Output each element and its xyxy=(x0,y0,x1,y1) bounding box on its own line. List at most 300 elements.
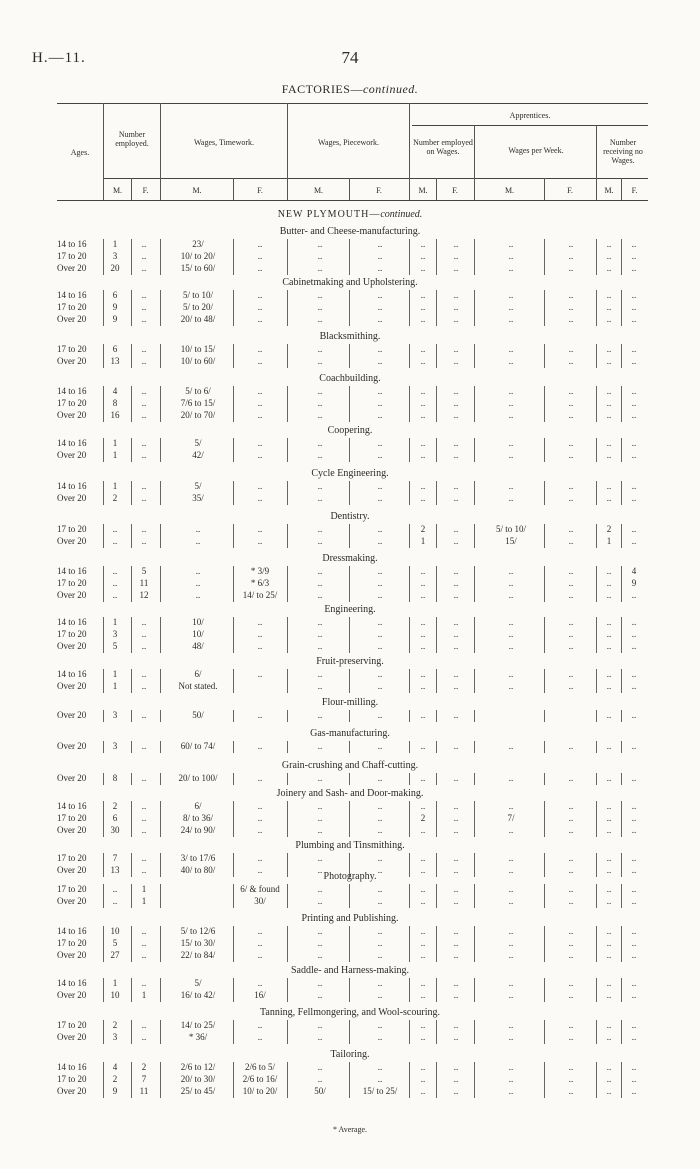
column-rule xyxy=(287,481,288,505)
column-rule xyxy=(103,524,104,548)
cell-timework-m: 6/ xyxy=(194,669,202,679)
cell-timework-m: 60/ to 74/ xyxy=(180,741,216,751)
section-title: Blacksmithing. xyxy=(319,331,381,342)
column-rule xyxy=(103,617,104,653)
cell-no-wages-f: .. xyxy=(631,263,637,273)
row-age: Over 20 xyxy=(57,1086,87,1096)
cell-employed-m: 1 xyxy=(112,681,118,691)
cell-employed-f: .. xyxy=(141,302,147,312)
cell-apprentice-wages-m: .. xyxy=(508,344,514,354)
cell-piecework-f: .. xyxy=(377,926,383,936)
cell-no-wages-f: .. xyxy=(631,251,637,261)
cell-employed-m: 1 xyxy=(112,239,118,249)
row-age: 17 to 20 xyxy=(57,938,87,948)
cell-apprentice-wages-m: .. xyxy=(508,302,514,312)
header-wages-timework: Wages, Timework. xyxy=(193,138,255,147)
cell-employed-m: .. xyxy=(112,590,118,600)
row-age: Over 20 xyxy=(57,1032,87,1042)
cell-no-wages-m: .. xyxy=(606,617,612,627)
cell-apprentices-f: .. xyxy=(453,536,459,546)
column-rule xyxy=(160,710,161,722)
cell-apprentices-f: .. xyxy=(453,1086,459,1096)
cell-no-wages-m: .. xyxy=(606,641,612,651)
section-title: Engineering. xyxy=(324,604,376,615)
cell-apprentice-wages-m: .. xyxy=(508,493,514,503)
cell-no-wages-m: .. xyxy=(606,1062,612,1072)
column-rule xyxy=(544,290,545,326)
row-age: 17 to 20 xyxy=(57,813,87,823)
row-age: 14 to 16 xyxy=(57,481,87,491)
cell-piecework-m: .. xyxy=(317,978,323,988)
cell-piecework-f: .. xyxy=(377,1032,383,1042)
column-rule xyxy=(544,773,545,785)
column-rule xyxy=(596,1020,597,1044)
row-age: Over 20 xyxy=(57,950,87,960)
page-title-continued: continued. xyxy=(362,82,419,96)
cell-employed-m: 27 xyxy=(110,950,120,960)
cell-timework-f: .. xyxy=(257,1020,263,1030)
header-m: M. xyxy=(112,186,123,195)
column-rule xyxy=(287,926,288,962)
cell-timework-m: 5/ to 10/ xyxy=(182,290,213,300)
column-rule xyxy=(621,566,622,602)
cell-no-wages-f: .. xyxy=(631,302,637,312)
column-rule xyxy=(544,1020,545,1044)
cell-no-wages-f: .. xyxy=(631,438,637,448)
cell-apprentice-wages-m: .. xyxy=(508,825,514,835)
cell-no-wages-f: .. xyxy=(631,926,637,936)
cell-timework-m: 10/ to 60/ xyxy=(180,356,216,366)
column-rule xyxy=(160,669,161,693)
cell-employed-f: .. xyxy=(141,950,147,960)
column-rule xyxy=(596,669,597,693)
cell-piecework-f: .. xyxy=(377,239,383,249)
cell-timework-f: .. xyxy=(257,398,263,408)
cell-no-wages-m: .. xyxy=(606,590,612,600)
cell-apprentices-m: .. xyxy=(420,290,426,300)
cell-employed-f: .. xyxy=(141,825,147,835)
cell-apprentice-wages-f: .. xyxy=(568,239,574,249)
cell-timework-f: .. xyxy=(257,617,263,627)
section-title: Grain-crushing and Chaff-cutting. xyxy=(281,760,419,771)
cell-piecework-f: .. xyxy=(377,681,383,691)
column-rule xyxy=(544,566,545,602)
column-rule xyxy=(474,773,475,785)
column-rule xyxy=(436,438,437,462)
cell-no-wages-m: .. xyxy=(606,865,612,875)
cell-apprentices-m: .. xyxy=(420,990,426,1000)
column-rule xyxy=(287,1020,288,1044)
cell-apprentices-f: .. xyxy=(453,741,459,751)
cell-apprentices-m: .. xyxy=(420,938,426,948)
cell-apprentice-wages-m: .. xyxy=(508,450,514,460)
cell-no-wages-f: .. xyxy=(631,865,637,875)
header-f: F. xyxy=(142,186,149,195)
row-age: 14 to 16 xyxy=(57,926,87,936)
cell-timework-m: 15/ to 60/ xyxy=(180,263,216,273)
column-rule xyxy=(131,710,132,722)
row-age: Over 20 xyxy=(57,410,87,420)
cell-piecework-f: .. xyxy=(377,302,383,312)
column-rule xyxy=(233,1020,234,1044)
column-rule xyxy=(474,926,475,962)
cell-piecework-m: .. xyxy=(317,302,323,312)
column-rule xyxy=(544,524,545,548)
column-rule xyxy=(103,1062,104,1098)
column-rule xyxy=(233,290,234,326)
cell-apprentice-wages-m: 5/ to 10/ xyxy=(495,524,526,534)
cell-timework-f: .. xyxy=(257,356,263,366)
cell-apprentice-wages-f: .. xyxy=(568,1074,574,1084)
section-title: Cycle Engineering. xyxy=(311,468,389,479)
cell-piecework-f: .. xyxy=(377,1062,383,1072)
cell-employed-f: 11 xyxy=(139,578,149,588)
column-rule xyxy=(621,481,622,505)
cell-piecework-f: .. xyxy=(377,884,383,894)
column-rule xyxy=(544,741,545,753)
cell-employed-f: .. xyxy=(141,481,147,491)
column-rule xyxy=(596,978,597,1002)
column-rule xyxy=(596,344,597,368)
cell-apprentices-f: .. xyxy=(453,493,459,503)
cell-apprentice-wages-m: .. xyxy=(508,251,514,261)
cell-apprentice-wages-f: .. xyxy=(568,493,574,503)
cell-timework-f: .. xyxy=(257,865,263,875)
cell-piecework-m: .. xyxy=(317,410,323,420)
column-rule xyxy=(349,386,350,422)
cell-apprentice-wages-m: .. xyxy=(508,398,514,408)
cell-employed-m: 13 xyxy=(110,356,120,366)
column-rule xyxy=(409,566,410,602)
column-rule xyxy=(436,801,437,837)
column-rule xyxy=(287,741,288,753)
cell-apprentice-wages-m: .. xyxy=(508,669,514,679)
cell-piecework-m: .. xyxy=(317,398,323,408)
cell-piecework-m: .. xyxy=(317,617,323,627)
column-rule xyxy=(621,617,622,653)
column-rule xyxy=(409,1062,410,1098)
cell-no-wages-f: .. xyxy=(631,629,637,639)
cell-timework-f: * 6/3 xyxy=(250,578,270,588)
cell-employed-f: .. xyxy=(141,773,147,783)
cell-apprentices-f: .. xyxy=(453,990,459,1000)
cell-employed-m: 8 xyxy=(112,398,118,408)
column-rule xyxy=(596,1062,597,1098)
cell-piecework-f: .. xyxy=(377,990,383,1000)
header-apprentices: Apprentices. xyxy=(509,111,551,120)
cell-timework-m: 5/ xyxy=(194,438,202,448)
column-rule xyxy=(596,741,597,753)
cell-employed-m: 9 xyxy=(112,1086,118,1096)
apprentices-rule xyxy=(412,125,648,126)
cell-apprentices-f: .. xyxy=(453,578,459,588)
cell-no-wages-m: .. xyxy=(606,263,612,273)
cell-timework-f: .. xyxy=(257,410,263,420)
cell-piecework-m: .. xyxy=(317,481,323,491)
cell-apprentices-f: .. xyxy=(453,629,459,639)
cell-apprentices-f: .. xyxy=(453,1062,459,1072)
cell-apprentice-wages-m: .. xyxy=(508,410,514,420)
column-rule xyxy=(544,884,545,908)
cell-no-wages-m: .. xyxy=(606,926,612,936)
cell-piecework-f: .. xyxy=(377,314,383,324)
cell-apprentices-f: .. xyxy=(453,773,459,783)
column-rule xyxy=(474,481,475,505)
column-rule xyxy=(160,566,161,602)
cell-apprentices-f: .. xyxy=(453,302,459,312)
cell-apprentice-wages-f: .. xyxy=(568,524,574,534)
cell-no-wages-m: .. xyxy=(606,251,612,261)
column-rule xyxy=(596,524,597,548)
cell-employed-f: 5 xyxy=(141,566,147,576)
page-number: 74 xyxy=(341,48,359,67)
cell-no-wages-m: .. xyxy=(606,566,612,576)
cell-piecework-m: .. xyxy=(317,438,323,448)
cell-timework-f: 10/ to 20/ xyxy=(242,1086,278,1096)
column-rule xyxy=(409,290,410,326)
cell-apprentices-m: 2 xyxy=(420,813,426,823)
column-rule xyxy=(349,481,350,505)
column-rule xyxy=(409,386,410,422)
row-age: Over 20 xyxy=(57,896,87,906)
column-rule xyxy=(596,386,597,422)
column-rule xyxy=(233,669,234,693)
row-age: Over 20 xyxy=(57,590,87,600)
cell-apprentice-wages-m: .. xyxy=(508,1032,514,1042)
column-rule xyxy=(160,239,161,275)
cell-timework-m: 23/ xyxy=(192,239,204,249)
cell-no-wages-f: .. xyxy=(631,239,637,249)
row-age: 14 to 16 xyxy=(57,386,87,396)
column-rule xyxy=(544,1062,545,1098)
cell-piecework-f: .. xyxy=(377,578,383,588)
cell-timework-m: 5/ xyxy=(194,481,202,491)
section-title: Saddle- and Harness-making. xyxy=(290,965,410,976)
cell-piecework-f: .. xyxy=(377,773,383,783)
cell-no-wages-f: .. xyxy=(631,884,637,894)
cell-apprentice-wages-f: .. xyxy=(568,978,574,988)
cell-apprentice-wages-f: .. xyxy=(568,1032,574,1042)
column-rule xyxy=(131,884,132,908)
cell-apprentice-wages-m: 7/ xyxy=(507,813,515,823)
cell-apprentices-f: .. xyxy=(453,865,459,875)
region-name: NEW PLYMOUTH— xyxy=(277,209,381,220)
cell-timework-m: .. xyxy=(195,578,201,588)
header-m: M. xyxy=(604,186,614,195)
cell-timework-f: .. xyxy=(257,938,263,948)
cell-apprentices-m: .. xyxy=(420,481,426,491)
column-rule xyxy=(474,566,475,602)
cell-employed-m: .. xyxy=(112,536,118,546)
cell-apprentices-f: .. xyxy=(453,344,459,354)
cell-piecework-m: .. xyxy=(317,741,323,751)
cell-timework-m: 5/ xyxy=(194,978,202,988)
column-rule xyxy=(349,741,350,753)
cell-apprentice-wages-m: .. xyxy=(508,681,514,691)
cell-employed-f: .. xyxy=(141,290,147,300)
cell-timework-m: 20/ to 100/ xyxy=(178,773,218,783)
cell-employed-f: .. xyxy=(141,524,147,534)
cell-piecework-m: .. xyxy=(317,344,323,354)
row-age: 14 to 16 xyxy=(57,1062,87,1072)
cell-no-wages-f: .. xyxy=(631,990,637,1000)
cell-apprentice-wages-m: 15/ xyxy=(505,536,517,546)
cell-no-wages-m: .. xyxy=(606,1074,612,1084)
cell-apprentice-wages-m: .. xyxy=(508,978,514,988)
cell-piecework-f: .. xyxy=(377,481,383,491)
cell-timework-f: .. xyxy=(257,438,263,448)
cell-piecework-f: 15/ to 25/ xyxy=(362,1086,398,1096)
column-rule xyxy=(233,386,234,422)
row-age: 14 to 16 xyxy=(57,801,87,811)
cell-timework-f: .. xyxy=(257,741,263,751)
cell-timework-f: * 3/9 xyxy=(250,566,270,576)
cell-no-wages-f: .. xyxy=(631,450,637,460)
column-rule xyxy=(287,524,288,548)
cell-piecework-m: .. xyxy=(317,938,323,948)
cell-apprentice-wages-f: .. xyxy=(568,801,574,811)
cell-apprentices-f: .. xyxy=(453,641,459,651)
column-rule xyxy=(621,884,622,908)
cell-no-wages-m: .. xyxy=(606,1032,612,1042)
cell-no-wages-m: .. xyxy=(606,741,612,751)
cell-apprentice-wages-m: .. xyxy=(508,1062,514,1072)
row-age: 14 to 16 xyxy=(57,566,87,576)
column-rule xyxy=(474,801,475,837)
cell-apprentice-wages-m: .. xyxy=(508,629,514,639)
cell-piecework-f: .. xyxy=(377,263,383,273)
cell-employed-f: .. xyxy=(141,813,147,823)
cell-apprentices-f: .. xyxy=(453,590,459,600)
column-rule xyxy=(160,386,161,422)
header-apprentices-on-wages: Number employed on Wages. xyxy=(413,138,473,156)
column-rule xyxy=(131,978,132,1002)
cell-apprentice-wages-f: .. xyxy=(568,578,574,588)
cell-timework-m: 6/ xyxy=(194,801,202,811)
cell-timework-m: 10/ xyxy=(192,617,204,627)
cell-no-wages-m: .. xyxy=(606,1086,612,1096)
cell-employed-m: 1 xyxy=(112,450,118,460)
row-age: Over 20 xyxy=(57,356,87,366)
cell-piecework-f: .. xyxy=(377,398,383,408)
cell-timework-m: 16/ to 42/ xyxy=(180,990,216,1000)
cell-apprentices-m: .. xyxy=(420,1032,426,1042)
cell-timework-f: .. xyxy=(257,641,263,651)
cell-piecework-m: .. xyxy=(317,450,323,460)
column-rule xyxy=(409,978,410,1002)
cell-apprentice-wages-f: .. xyxy=(568,896,574,906)
cell-timework-m: 50/ xyxy=(192,710,204,720)
section-title: Tanning, Fellmongering, and Wool-scouring. xyxy=(260,1007,440,1018)
section-title: Butter- and Cheese-manufacturing. xyxy=(279,226,421,237)
cell-piecework-f: .. xyxy=(377,1074,383,1084)
row-age: 14 to 16 xyxy=(57,617,87,627)
row-age: 17 to 20 xyxy=(57,251,87,261)
header-m: M. xyxy=(504,186,515,195)
row-age: Over 20 xyxy=(57,825,87,835)
cell-apprentice-wages-m: .. xyxy=(508,314,514,324)
cell-employed-m: .. xyxy=(112,578,118,588)
column-rule xyxy=(160,926,161,962)
column-rule xyxy=(474,1020,475,1044)
column-rule xyxy=(287,344,288,368)
cell-no-wages-f: .. xyxy=(631,386,637,396)
column-rule xyxy=(131,344,132,368)
cell-employed-f: .. xyxy=(141,801,147,811)
column-rule xyxy=(436,524,437,548)
column-rule xyxy=(436,617,437,653)
cell-timework-m: 3/ to 17/6 xyxy=(180,853,216,863)
column-rule xyxy=(349,566,350,602)
cell-no-wages-f: .. xyxy=(631,853,637,863)
cell-no-wages-f: .. xyxy=(631,481,637,491)
column-rule xyxy=(474,978,475,1002)
cell-no-wages-m: .. xyxy=(606,386,612,396)
cell-no-wages-m: .. xyxy=(606,710,612,720)
column-rule xyxy=(544,239,545,275)
cell-piecework-f: .. xyxy=(377,493,383,503)
cell-piecework-f: .. xyxy=(377,669,383,679)
page-title xyxy=(0,82,700,97)
cell-apprentices-m: .. xyxy=(420,314,426,324)
row-age: 17 to 20 xyxy=(57,524,87,534)
cell-employed-m: 5 xyxy=(112,938,118,948)
cell-no-wages-m: .. xyxy=(606,344,612,354)
column-rule xyxy=(409,524,410,548)
column-rule xyxy=(621,524,622,548)
section-title: Flour-milling. xyxy=(321,697,379,708)
cell-piecework-m: .. xyxy=(317,1020,323,1030)
cell-no-wages-f: .. xyxy=(631,641,637,651)
cell-piecework-f: .. xyxy=(377,450,383,460)
cell-apprentices-m: .. xyxy=(420,1020,426,1030)
row-age: Over 20 xyxy=(57,450,87,460)
column-rule xyxy=(103,978,104,1002)
cell-no-wages-m: .. xyxy=(606,801,612,811)
column-rule xyxy=(349,773,350,785)
cell-apprentices-m: .. xyxy=(420,669,426,679)
cell-no-wages-f: .. xyxy=(631,825,637,835)
column-rule xyxy=(349,617,350,653)
cell-employed-m: 2 xyxy=(112,801,118,811)
cell-timework-f: .. xyxy=(257,536,263,546)
cell-piecework-f: .. xyxy=(377,801,383,811)
column-rule xyxy=(409,669,410,693)
cell-apprentice-wages-f: .. xyxy=(568,884,574,894)
cell-piecework-f: .. xyxy=(377,938,383,948)
row-age: 17 to 20 xyxy=(57,1020,87,1030)
cell-timework-m: * 36/ xyxy=(188,1032,208,1042)
cell-apprentice-wages-f: .. xyxy=(568,344,574,354)
column-rule xyxy=(160,1020,161,1044)
column-rule xyxy=(621,710,622,722)
cell-apprentice-wages-m: .. xyxy=(508,741,514,751)
cell-employed-m: .. xyxy=(112,884,118,894)
column-rule xyxy=(131,617,132,653)
column-rule xyxy=(103,239,104,275)
column-rule xyxy=(233,926,234,962)
column-rule xyxy=(436,1062,437,1098)
column-rule xyxy=(103,1020,104,1044)
cell-no-wages-m: .. xyxy=(606,578,612,588)
section-title: Dentistry. xyxy=(330,511,370,522)
cell-apprentices-f: .. xyxy=(453,438,459,448)
cell-employed-f: 2 xyxy=(141,1062,147,1072)
column-rule xyxy=(103,669,104,693)
column-rule xyxy=(474,386,475,422)
cell-apprentice-wages-m: .. xyxy=(508,263,514,273)
column-rule xyxy=(544,801,545,837)
